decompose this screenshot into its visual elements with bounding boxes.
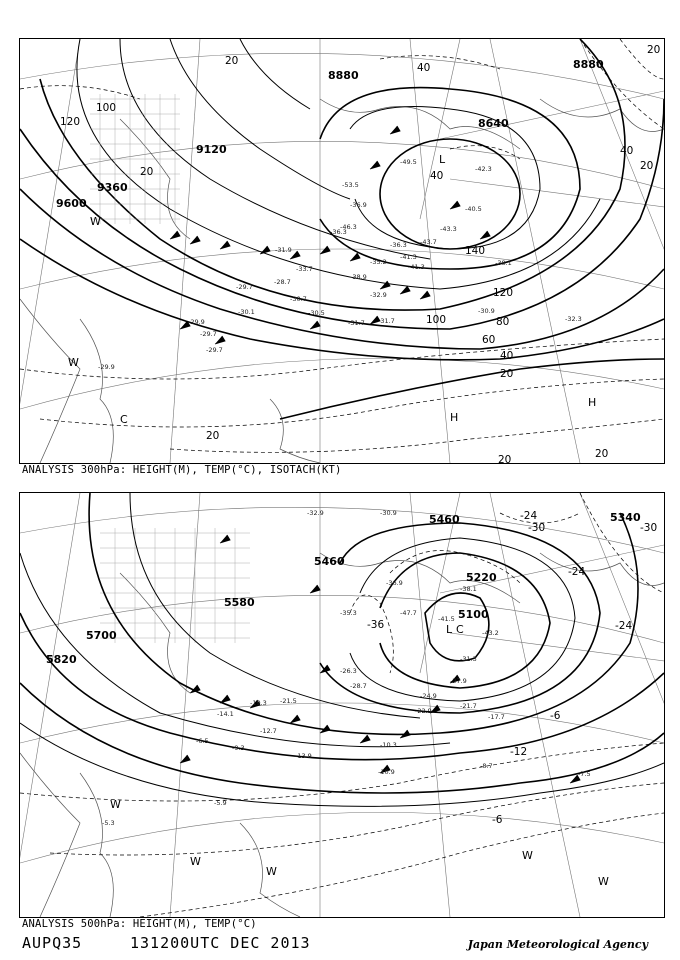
isotach-label: 40 bbox=[500, 350, 514, 362]
isotherm-label: -30 bbox=[528, 522, 546, 534]
agency-name: Japan Meteorological Agency bbox=[467, 938, 648, 951]
temp-label: -38.1 bbox=[495, 259, 512, 267]
temp-label: -29.7 bbox=[236, 283, 253, 291]
temp-label: -28.7 bbox=[274, 278, 291, 286]
temp-label: -29.7 bbox=[206, 346, 223, 354]
isotach-label: 20 bbox=[498, 454, 512, 463]
height-label: 8880 bbox=[573, 58, 604, 71]
temp-label: -31.3 bbox=[460, 655, 477, 663]
height-label: 9120 bbox=[196, 143, 227, 156]
chart-500hpa-map bbox=[20, 493, 664, 917]
temp-label: -27.9 bbox=[450, 677, 467, 685]
temp-label: -14.1 bbox=[217, 710, 234, 718]
warm-center: W bbox=[110, 798, 121, 811]
temp-label: -30.7 bbox=[290, 295, 307, 303]
coastlines bbox=[20, 99, 664, 463]
warm-center: W bbox=[266, 865, 277, 878]
temp-label: -53.5 bbox=[342, 181, 359, 189]
temp-label: -29.9 bbox=[98, 363, 115, 371]
isotach-label: 40 bbox=[417, 62, 431, 74]
isotach-label: 20 bbox=[647, 44, 661, 56]
warm-center: W bbox=[190, 855, 201, 868]
temp-label: -21.5 bbox=[280, 697, 297, 705]
temp-label: -32.9 bbox=[370, 291, 387, 299]
high-center: H bbox=[588, 396, 597, 409]
temp-label: -49.5 bbox=[400, 158, 417, 166]
temp-label: -32.3 bbox=[565, 315, 582, 323]
chart-300hpa bbox=[19, 38, 665, 464]
height-label: 5220 bbox=[466, 571, 497, 584]
low-center: L bbox=[439, 153, 446, 166]
height-label: 5580 bbox=[224, 596, 255, 609]
temp-label: -21.7 bbox=[460, 702, 477, 710]
height-label: 5100 bbox=[458, 608, 489, 621]
high-center: H bbox=[450, 411, 459, 424]
temp-label: -28.7 bbox=[350, 682, 367, 690]
temp-label: -10.9 bbox=[378, 768, 395, 776]
temp-label: -31.9 bbox=[275, 246, 292, 254]
temp-label: -43.2 bbox=[482, 629, 499, 637]
warm-center: W bbox=[90, 215, 101, 228]
temp-label: -5.3 bbox=[102, 819, 115, 827]
isotach-label: 80 bbox=[496, 316, 510, 328]
chart-300hpa-map bbox=[20, 39, 664, 463]
height-label: 5700 bbox=[86, 629, 117, 642]
valid-time: 131200UTC DEC 2013 bbox=[130, 934, 311, 952]
temp-label: -36.9 bbox=[386, 579, 403, 587]
temp-label: -29.9 bbox=[188, 318, 205, 326]
temp-label: -24.9 bbox=[420, 692, 437, 700]
height-label: 9360 bbox=[97, 181, 128, 194]
temp-label: -36.9 bbox=[350, 201, 367, 209]
cold-center: C bbox=[456, 623, 464, 636]
height-labels bbox=[56, 58, 604, 210]
low-center: L bbox=[446, 623, 453, 636]
coastlines bbox=[20, 553, 664, 917]
isotach-label: 20 bbox=[640, 160, 654, 172]
caption-300hpa: ANALYSIS 300hPa: HEIGHT(M), TEMP(°C), ISOTACH(KT) bbox=[22, 464, 342, 476]
temp-label: -32.9 bbox=[307, 509, 324, 517]
temp-label: -33.7 bbox=[296, 265, 313, 273]
temp-label: -31.7 bbox=[348, 319, 365, 327]
height-label: 5460 bbox=[429, 513, 460, 526]
height-label: 5460 bbox=[314, 555, 345, 568]
graticule bbox=[20, 39, 664, 463]
isotherm-label: -6 bbox=[550, 710, 561, 722]
isotach-label: 120 bbox=[60, 116, 81, 128]
isotherm-label: -24 bbox=[520, 510, 538, 522]
temp-label: -47.7 bbox=[400, 609, 417, 617]
temp-label: -35.3 bbox=[340, 609, 357, 617]
temperature-labels bbox=[102, 509, 591, 827]
height-label: 8880 bbox=[328, 69, 359, 82]
caption-500hpa: ANALYSIS 500hPa: HEIGHT(M), TEMP(°C) bbox=[22, 918, 257, 930]
isotach-label: 20 bbox=[595, 448, 609, 460]
pressure-centers bbox=[68, 153, 596, 426]
temp-label: -29.7 bbox=[200, 330, 217, 338]
chart-500hpa bbox=[19, 492, 665, 918]
isotach-label: 20 bbox=[206, 430, 220, 442]
warm-center: W bbox=[522, 849, 533, 862]
isotach-label: 100 bbox=[96, 102, 117, 114]
temp-label: -30.9 bbox=[380, 509, 397, 517]
temp-label: -12.7 bbox=[260, 727, 277, 735]
pressure-centers bbox=[110, 623, 609, 888]
temp-label: -36.3 bbox=[390, 241, 407, 249]
warm-center: W bbox=[598, 875, 609, 888]
temp-label: -36.3 bbox=[330, 228, 347, 236]
isotach-label: 20 bbox=[225, 55, 239, 67]
temp-label: -5.9 bbox=[214, 799, 227, 807]
temp-label: -31.7 bbox=[378, 317, 395, 325]
isotherm-label: -36 bbox=[367, 619, 385, 631]
height-label: 9600 bbox=[56, 197, 87, 210]
temp-label: -9.3 bbox=[232, 744, 245, 752]
temp-label: -30.9 bbox=[478, 307, 495, 315]
temp-label: -41.5 bbox=[438, 615, 455, 623]
temp-label: -17.7 bbox=[488, 713, 505, 721]
temp-label: -19.3 bbox=[250, 699, 267, 707]
temp-label: -43.3 bbox=[440, 225, 457, 233]
temp-label: -30.5 bbox=[308, 309, 325, 317]
product-id: AUPQ35 bbox=[22, 934, 83, 952]
isotach-label: 60 bbox=[482, 334, 496, 346]
temp-label: -10.3 bbox=[380, 741, 397, 749]
isotach-label: 40 bbox=[620, 145, 634, 157]
isotherm-label: -24 bbox=[615, 620, 633, 632]
temp-label: -7.5 bbox=[578, 770, 591, 778]
temp-label: -30.1 bbox=[238, 308, 255, 316]
temp-label: -22.9 bbox=[415, 707, 432, 715]
temp-label: -41.3 bbox=[400, 253, 417, 261]
warm-center: W bbox=[68, 356, 79, 369]
isotach-label: 20 bbox=[500, 368, 514, 380]
isotherm-labels bbox=[367, 510, 657, 826]
isotherm-label: -30 bbox=[640, 522, 658, 534]
isotach-contours bbox=[20, 39, 664, 452]
temp-label: -38.1 bbox=[460, 585, 477, 593]
temp-label: -8.7 bbox=[480, 762, 493, 770]
isotherm-label: -12 bbox=[510, 746, 528, 758]
temp-label: -41.3 bbox=[408, 263, 425, 271]
isotach-label: 140 bbox=[465, 245, 486, 257]
height-contours bbox=[20, 493, 664, 793]
temp-label: -43.7 bbox=[420, 238, 437, 246]
temp-label: -38.9 bbox=[350, 273, 367, 281]
isotach-label: 120 bbox=[493, 287, 514, 299]
isotherm-label: -24 bbox=[568, 566, 586, 578]
cold-center: C bbox=[120, 413, 128, 426]
temp-label: -46.3 bbox=[340, 223, 357, 231]
temp-label: -26.3 bbox=[340, 667, 357, 675]
temp-label: -6.5 bbox=[196, 737, 209, 745]
temp-label: -13.9 bbox=[295, 752, 312, 760]
temp-label: -42.3 bbox=[475, 165, 492, 173]
height-label: 8640 bbox=[478, 117, 509, 130]
height-label: 5820 bbox=[46, 653, 77, 666]
isotherm-label: -6 bbox=[492, 814, 503, 826]
temp-label: -40.5 bbox=[465, 205, 482, 213]
isotach-label: 40 bbox=[430, 170, 444, 182]
temp-label: -35.2 bbox=[370, 258, 387, 266]
height-label: 5340 bbox=[610, 511, 641, 524]
isotach-label: 20 bbox=[140, 166, 154, 178]
isotach-label: 100 bbox=[426, 314, 447, 326]
